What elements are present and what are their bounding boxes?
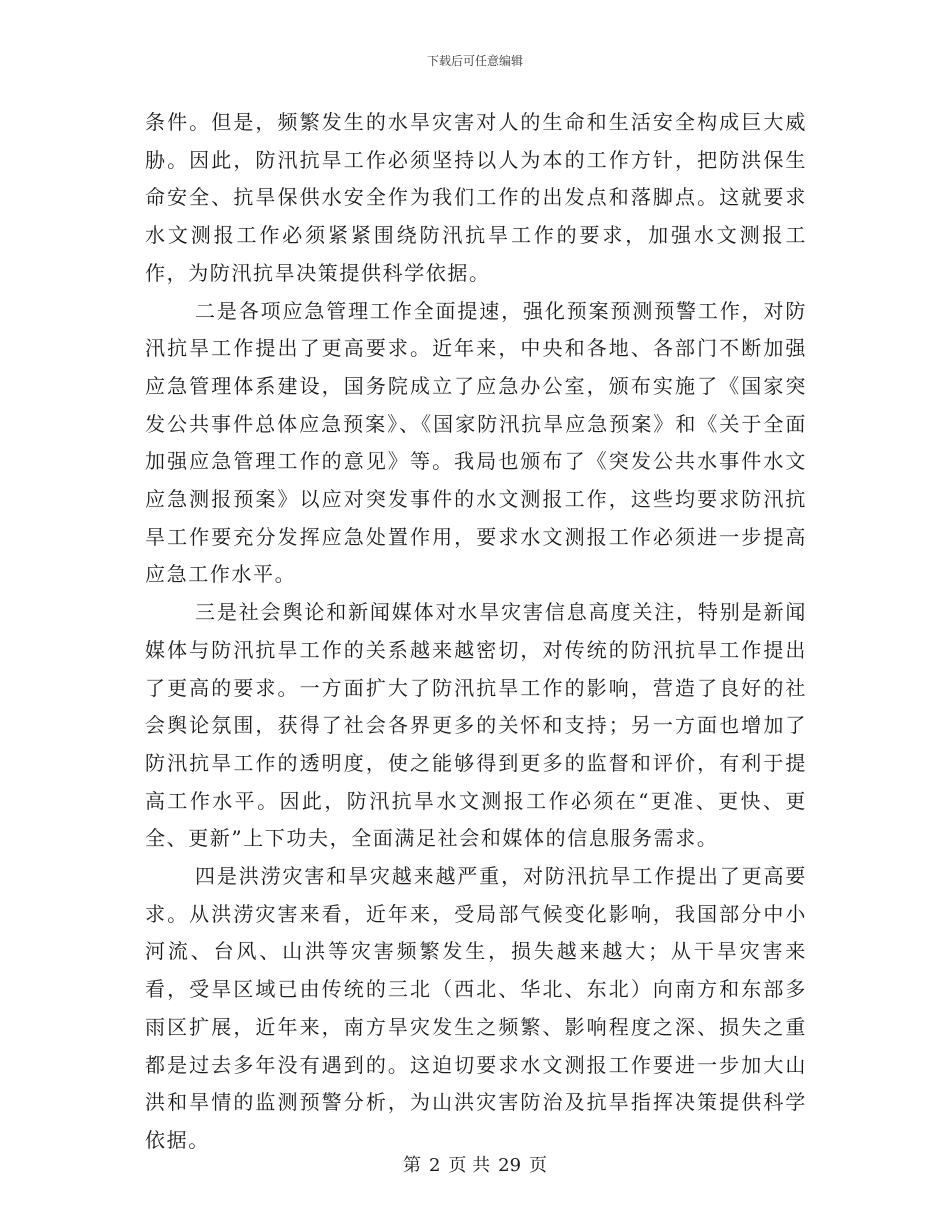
footer-middle: 页 共 (448, 1155, 491, 1176)
footer-current-page: 2 (428, 1155, 441, 1176)
paragraph-point-two: 二是各项应急管理工作全面提速，强化预案预测预警工作，对防汛抗旱工作提出了更高要求。近年来，中央和各地、各部门不断加强应急管理体系建设，国务院成立了应急办公室，颁布实施了《国家突发公共事件总体应急预案》、《国家防汛抗旱应急预案》和《关于全面加强应急管理工作的意见》等。我局也颁布了《突发公共水事件水文应急测报预案》以应对突发事件的水文测报工作，这些均要求防汛抗旱工作要充分发挥应急处置作用，要求水文测报工作必须进一步提高应急工作水平。 (145, 298, 807, 587)
footer-suffix: 页 (529, 1155, 548, 1176)
page-footer (0, 1156, 950, 1176)
footer-prefix: 第 (402, 1155, 421, 1176)
paragraph-point-four: 四是洪涝灾害和旱灾越来越严重，对防汛抗旱工作提出了更高要求。从洪涝灾害来看，近年来，受局部气候变化影响，我国部分中小河流、台风、山洪等灾害频繁发生，损失越来越大；从干旱灾害来看，受旱区域已由传统的三北（西北、华北、东北）向南方和东部多雨区扩展，近年来，南方旱灾发生之频繁、影响程度之深、损失之重都是过去多年没有遇到的。这迫切要求水文测报工作要进一步加大山洪和旱情的监测预警分析，为山洪灾害防治及抗旱指挥决策提供科学依据。 (145, 864, 807, 1152)
footer-total-pages: 29 (498, 1155, 522, 1176)
page-header-note: 下载后可任意编辑 (426, 54, 523, 68)
paragraph-point-three: 三是社会舆论和新闻媒体对水旱灾害信息高度关注，特别是新闻媒体与防汛抗旱工作的关系越来越密切，对传统的防汛抗旱工作提出了更高的要求。一方面扩大了防汛抗旱工作的影响，营造了良好的社会舆论氛围，获得了社会各界更多的关怀和支持；另一方面也增加了防汛抗旱工作的透明度，使之能够得到更多的监督和评价，有利于提高工作水平。因此，防汛抗旱水文测报工作必须在“更准、更快、更全、更新”上下功夫，全面满足社会和媒体的信息服务需求。 (145, 600, 807, 851)
document-body (145, 104, 807, 1160)
paragraph-continuation: 条件。但是，频繁发生的水旱灾害对人的生命和生活安全构成巨大威胁。因此，防汛抗旱工作必须坚持以人为本的工作方针，把防洪保生命安全、抗旱保供水安全作为我们工作的出发点和落脚点。这就要求水文测报工作必须紧紧围绕防汛抗旱工作的要求，加强水文测报工作，为防汛抗旱决策提供科学依据。 (145, 110, 807, 285)
